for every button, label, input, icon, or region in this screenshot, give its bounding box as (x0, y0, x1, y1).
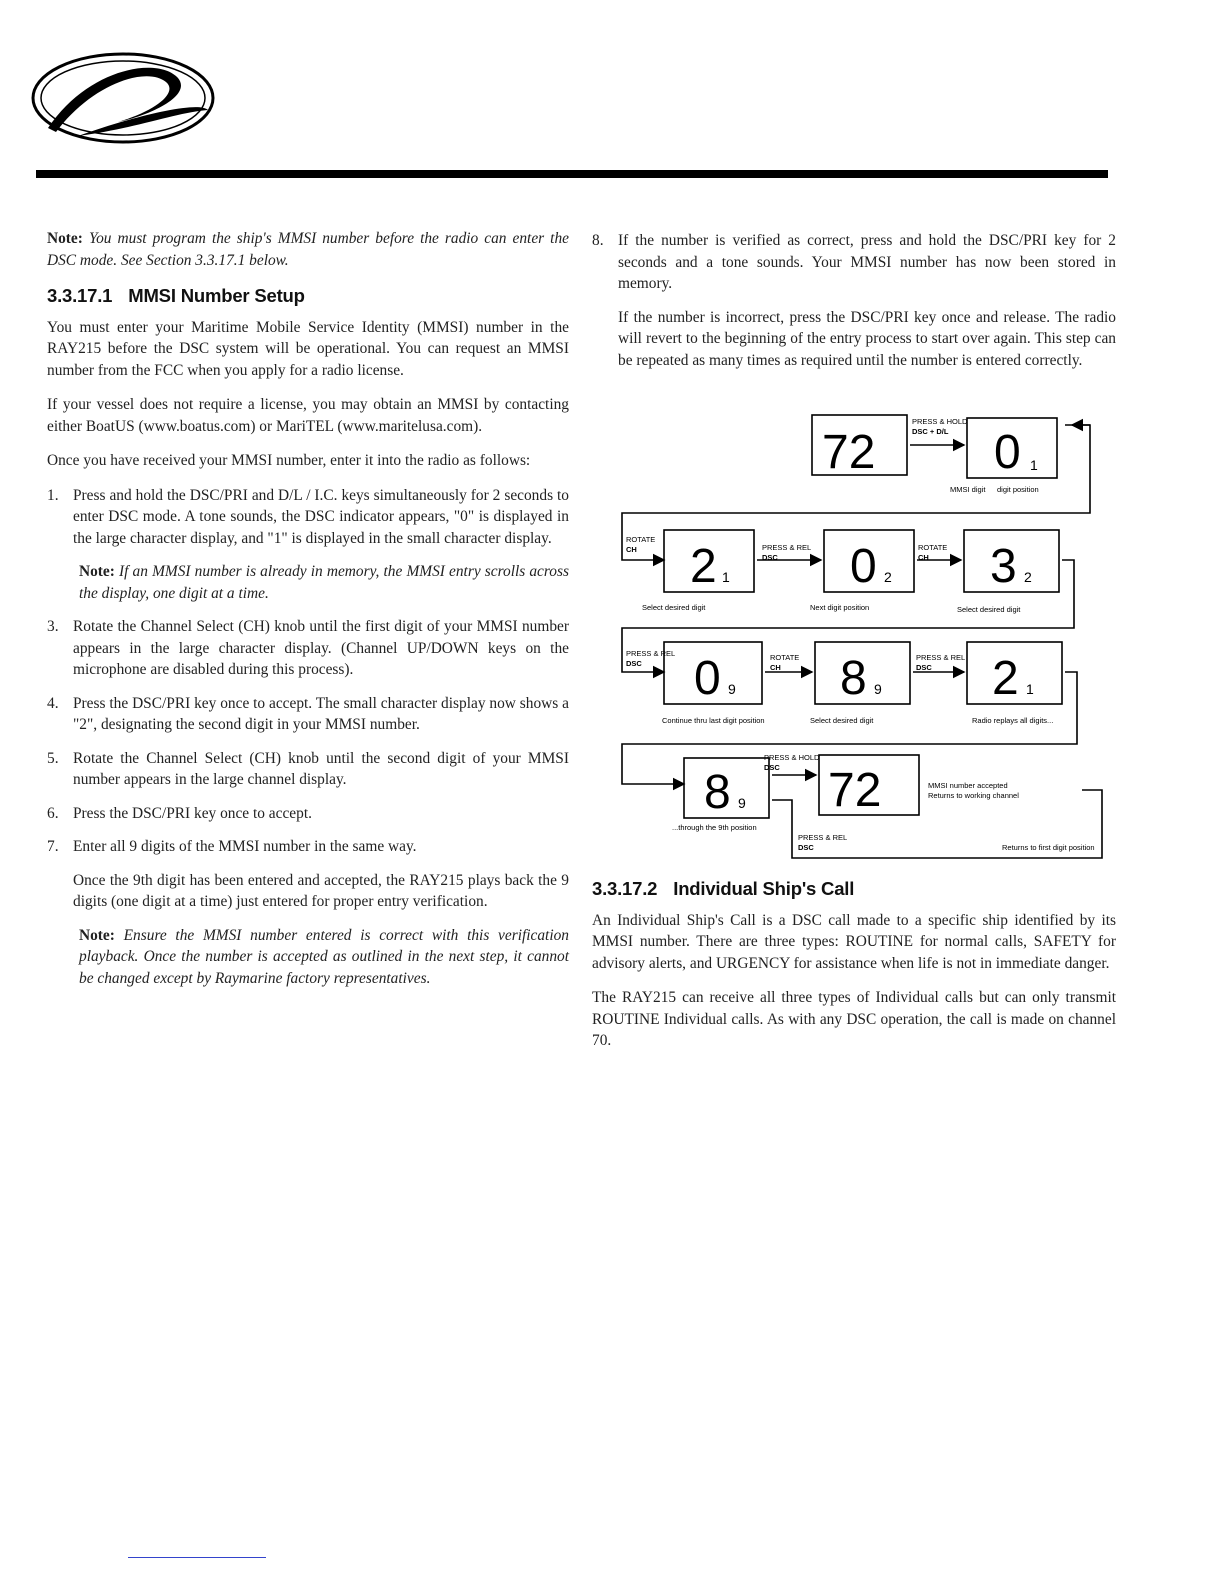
lcd-small-digit: 1 (1026, 681, 1034, 697)
left-column (47, 228, 569, 1001)
right-column (592, 230, 1116, 383)
paragraph: Once you have received your MMSI number, enter it into the radio as follows: (47, 452, 531, 469)
diagram-label: Select desired digit (810, 716, 874, 725)
diagram-label: ROTATE (918, 543, 948, 552)
diagram-label: PRESS & REL (798, 833, 848, 842)
lcd-digit: 0 (994, 426, 1021, 479)
step-7-detail: Once the 9th digit has been entered and accepted, the RAY215 plays back the 9 digits (one digit at a time) just entered for proper entry verification. (73, 871, 569, 910)
lcd-digit: 72 (828, 764, 882, 817)
note-1: Note: You must program the ship's MMSI number before the radio can enter the DSC mode. See Section 3.3.17.1 below. (47, 230, 569, 269)
diagram-label: ROTATE (770, 653, 800, 662)
lcd-digit: 72 (822, 426, 876, 479)
lcd-digit: 0 (694, 652, 721, 705)
diagram-label: ...through the 9th position (672, 823, 757, 832)
list-item: 8. If the number is verified as correct, press and hold the DSC/PRI key for 2 seconds and a tone sounds. Your MMSI number has now been stored in memory. (592, 232, 1116, 292)
step-8-detail: If the number is incorrect, press the DSC/PRI key once and release. The radio will revert to the beginning of the entry process to start over again. This step can be repeated as many times as required until the number is entered correctly. (618, 308, 1116, 369)
diagram-label: DSC (626, 659, 642, 668)
list-item: 1. Press and hold the DSC/PRI and D/L / I.C. keys simultaneously for 2 seconds to enter DSC mode. A tone sounds, the DSC indicator appears, "0" is displayed in the large character display, and "1" is displayed in the small character display. (47, 486, 569, 547)
paragraph: An Individual Ship's Call is a DSC call made to a specific ship identified by its MMSI number. There are three types: ROUTINE for normal calls, SAFETY for advisory alerts, and URGENCY for assistance when life is not in immediate danger. (592, 911, 1116, 972)
note-3: Note: Ensure the MMSI number entered is correct with this verification playback. Once the number is accepted as outlined in the next step, it cannot be changed except by Raymarine factory representatives. (79, 926, 570, 987)
lcd-small-digit: 2 (884, 569, 892, 585)
paragraph: If your vessel does not require a license, you may obtain an MMSI by contacting either BoatUS (www.boatus.com) or MariTEL (www.maritelusa.com). (47, 396, 569, 435)
diagram-label: DSC (762, 553, 778, 562)
section-heading-individual-call: 3.3.17.2 Individual Ship's Call (592, 878, 855, 899)
lcd-digit: 2 (992, 652, 1019, 705)
lcd-small-digit: 1 (722, 569, 730, 585)
list-item: 5. Rotate the Channel Select (CH) knob until the second digit of your MMSI number appears in the large channel display. (47, 749, 569, 788)
diagram-label: PRESS & REL (916, 653, 966, 662)
footer-link-rule (128, 1557, 266, 1558)
diagram-label: Returns to first digit position (1002, 843, 1095, 852)
lcd-digit: 0 (850, 540, 877, 593)
lcd-digit: 2 (690, 540, 717, 593)
brand-logo (28, 48, 218, 150)
diagram-label: DSC (798, 843, 814, 852)
note-2: Note: If an MMSI number is already in memory, the MMSI entry scrolls across the display, one digit at a time. (79, 563, 569, 602)
lcd-small-digit: 9 (728, 681, 736, 697)
diagram-label: Returns to working channel (928, 791, 1019, 800)
diagram-label: MMSI number accepted (928, 781, 1008, 790)
right-column-lower (592, 878, 1116, 1065)
diagram-label: DSC (764, 763, 780, 772)
diagram-label: CH (918, 553, 929, 562)
header-rule (36, 170, 1108, 178)
diagram-label: Radio replays all digits... (972, 716, 1054, 725)
list-item: 4. Press the DSC/PRI key once to accept. The small character display now shows a "2", designating the second digit in your MMSI number. (47, 694, 569, 733)
paragraph: The RAY215 can receive all three types of Individual calls but can only transmit ROUTINE Individual calls. As with any DSC operation, the call is made on channel 70. (592, 989, 1116, 1049)
diagram-label: Select desired digit (642, 603, 706, 612)
lcd-digit: 8 (704, 766, 731, 819)
list-item: 3. Rotate the Channel Select (CH) knob until the first digit of your MMSI number appears in the large character display. (Channel UP/DOWN keys on the microphone are disabled during this process). (47, 618, 569, 678)
paragraph: You must enter your Maritime Mobile Service Identity (MMSI) number in the RAY215 before the DSC system will be operational. You can request an MMSI number from the FCC when you apply for a radio license. (47, 318, 569, 379)
diagram-label: DSC + D/L (912, 427, 949, 436)
diagram-label: CH (626, 545, 637, 554)
lcd-digit: 8 (840, 652, 867, 705)
lcd-small-digit: 1 (1030, 457, 1038, 473)
mmsi-entry-flow-diagram (612, 410, 1112, 860)
diagram-label: Select desired digit (957, 605, 1021, 614)
list-item: 6. Press the DSC/PRI key once to accept. (47, 804, 312, 822)
list-item: 7. Enter all 9 digits of the MMSI number in the same way. (47, 838, 417, 855)
diagram-label: ROTATE (626, 535, 656, 544)
diagram-label: PRESS & REL (626, 649, 676, 658)
diagram-label: digit position (997, 485, 1039, 494)
diagram-label: DSC (916, 663, 932, 672)
diagram-label: Continue thru last digit position (662, 716, 765, 725)
diagram-label: PRESS & REL (762, 543, 812, 552)
section-heading-mmsi: 3.3.17.1 MMSI Number Setup (47, 285, 305, 306)
diagram-label: Next digit position (810, 603, 870, 612)
diagram-label: MMSI digit (950, 485, 986, 494)
lcd-small-digit: 9 (874, 681, 882, 697)
diagram-label: CH (770, 663, 781, 672)
lcd-digit: 3 (990, 540, 1017, 593)
lcd-small-digit: 9 (738, 795, 746, 811)
diagram-label: PRESS & HOLD (764, 753, 820, 762)
lcd-small-digit: 2 (1024, 569, 1032, 585)
diagram-label: PRESS & HOLD (912, 417, 968, 426)
